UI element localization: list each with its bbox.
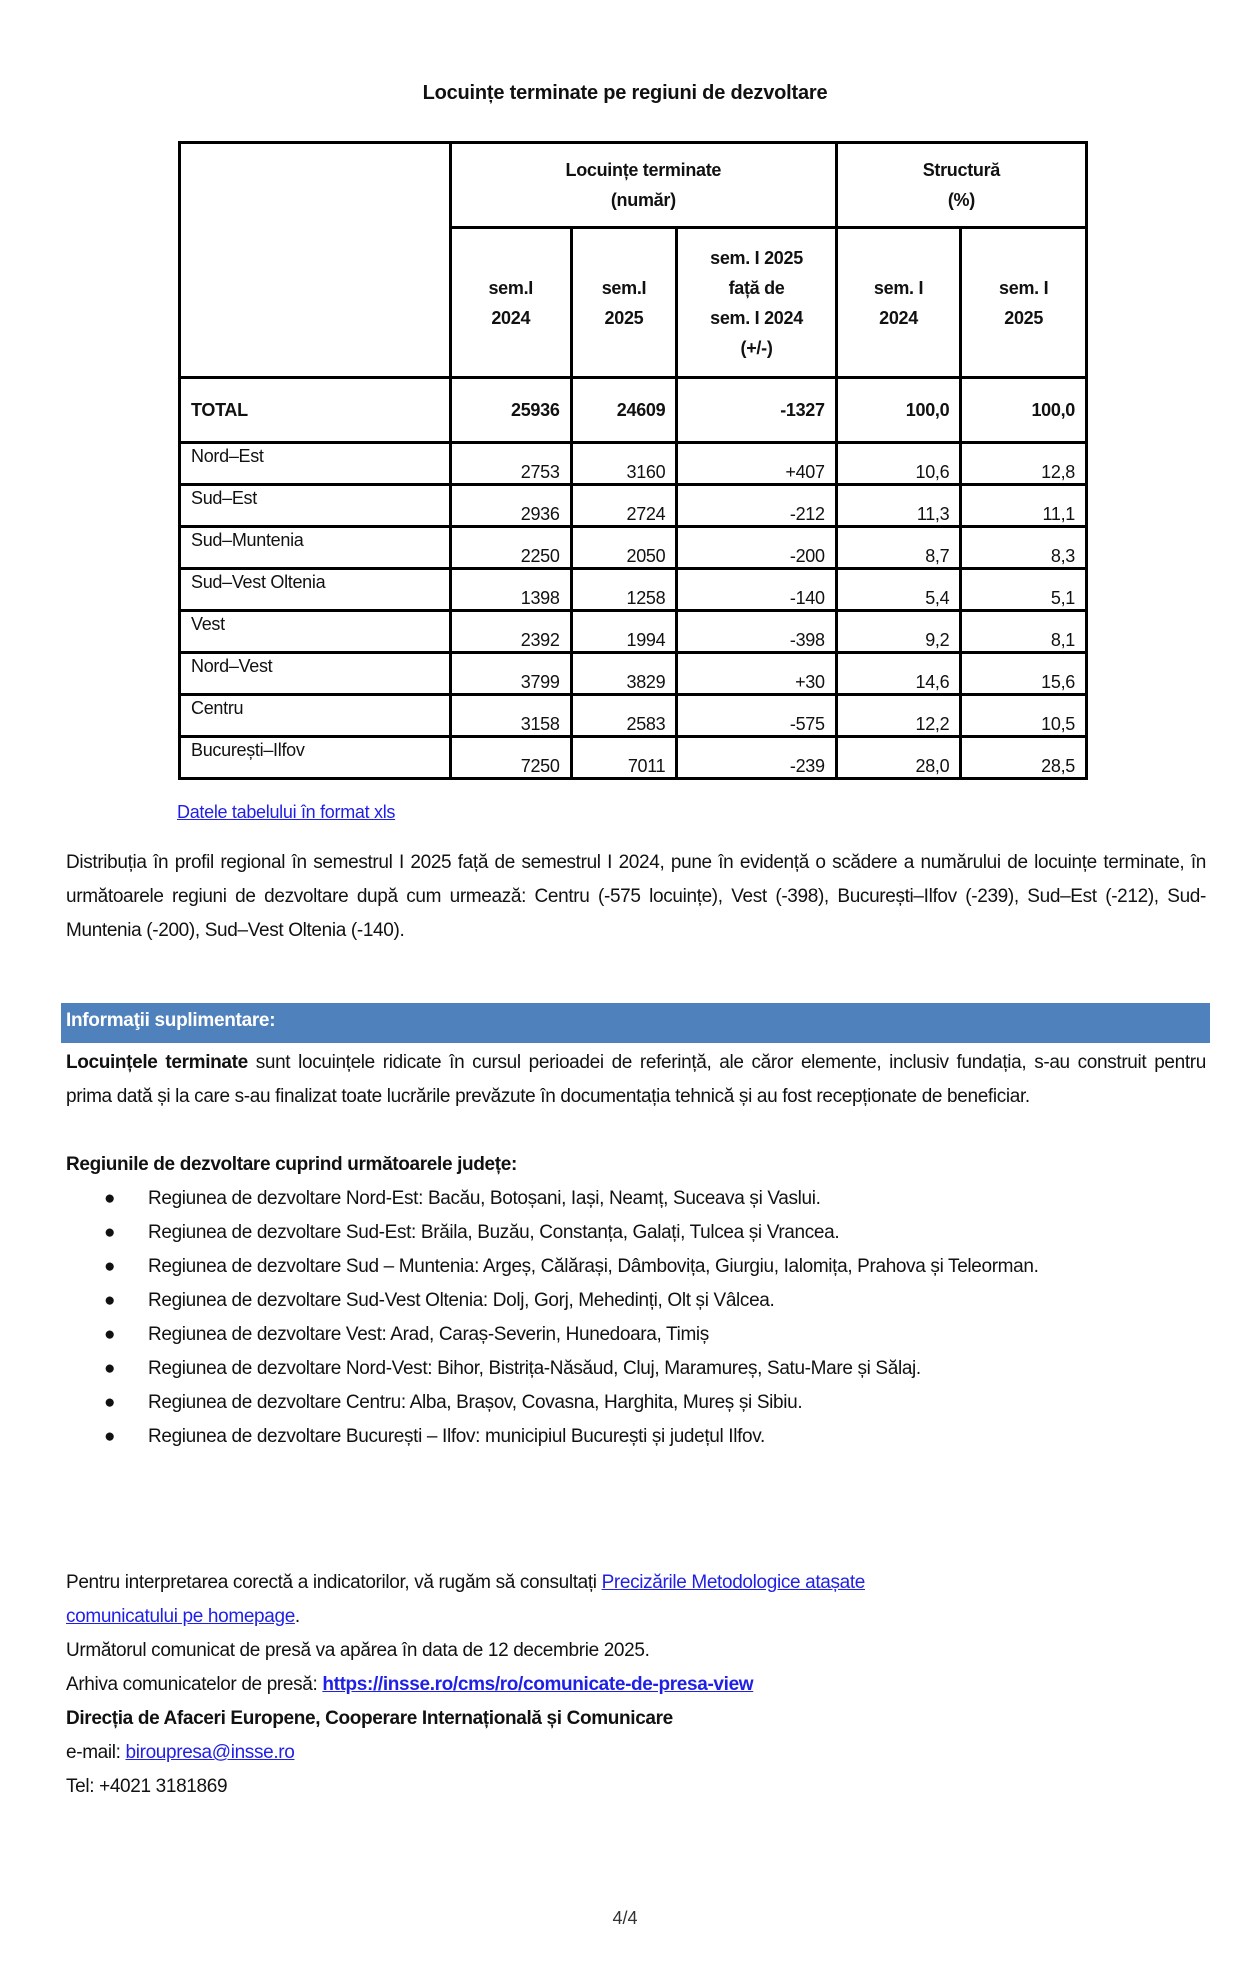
list-item: ● Regiunea de dezvoltare Sud – Muntenia: Argeș, Călărași, Dâmbovița, Giurgiu, Ialomița, Prahova și Teleorman. bbox=[0, 1250, 1160, 1284]
header-sem1-2025: sem.I 2025 bbox=[571, 228, 677, 378]
page-title: Locuințe terminate pe regiuni de dezvoltare bbox=[422, 82, 828, 104]
definition-term: Locuințele terminate bbox=[66, 1052, 248, 1073]
list-item: ● Regiunea de dezvoltare Nord-Est: Bacău, Botoșani, Iași, Neamț, Suceava și Vaslui. bbox=[0, 1182, 1160, 1216]
table-group-header-row bbox=[180, 143, 1087, 228]
table-row-total: TOTAL 25936 24609 -1327 100,0 100,0 bbox=[180, 378, 1087, 443]
list-item: ● Regiunea de dezvoltare Sud-Est: Brăila, Buzău, Constanța, Galați, Tulcea și Vrancea. bbox=[0, 1216, 1160, 1250]
methodology-link-continued[interactable]: comunicatului pe homepage bbox=[66, 1606, 295, 1627]
methodology-link[interactable]: Precizările Metodologice atașate bbox=[601, 1572, 865, 1593]
table-row: Sud–Vest Oltenia 1398 1258 -140 5,4 5,1 bbox=[180, 569, 1087, 611]
bullet-icon: ● bbox=[104, 1290, 116, 1311]
interpretation-note: Pentru interpretarea corectă a indicatorilor, vă rugăm să consultați Precizările Metodologice atașate bbox=[66, 1572, 865, 1593]
table-row: Centru 3158 2583 -575 12,2 10,5 bbox=[180, 695, 1087, 737]
contact-footer: Pentru interpretarea corectă a indicatorilor, vă rugăm să consultați Precizările Metodologice atașate comunicatului pe homepage. Următorul comunicat de presă va apărea în data de 12 decembrie 2025. Arhiva comunicatelor de presă: https://insse.ro/cms/ro/comunicate-de-presa-view Direcția de Afaceri Europene, Cooperare Internațională și Comunicare e-mail: biroupresa@insse.ro Tel: +4021 3181869 bbox=[66, 1566, 1206, 1804]
table-row: București–Ilfov 7250 7011 -239 28,0 28,5 bbox=[180, 737, 1087, 779]
bullet-icon: ● bbox=[104, 1358, 116, 1379]
table-row: Sud–Muntenia 2250 2050 -200 8,7 8,3 bbox=[180, 527, 1087, 569]
bullet-icon: ● bbox=[104, 1426, 116, 1447]
list-item: ● Regiunea de dezvoltare Sud-Vest Oltenia: Dolj, Gorj, Mehedinți, Olt și Vâlcea. bbox=[0, 1284, 1160, 1318]
regions-list bbox=[0, 1182, 1160, 1454]
xls-download-link[interactable]: Datele tabelului în format xls bbox=[177, 802, 396, 822]
regions-table bbox=[178, 141, 1088, 780]
definition-text: sunt locuințele ridicate în cursul perioadei de referință, ale căror elemente, inclusiv fundația, s-au construit pentru prima dată și la care s-au finalizat toate lucrările prevăzute în documentația tehnică și au fost recepționate de beneficiar. bbox=[66, 1052, 1206, 1107]
structure-group-header: Structură (%) bbox=[836, 143, 1086, 228]
bullet-icon: ● bbox=[104, 1222, 116, 1243]
bullet-icon: ● bbox=[104, 1188, 116, 1209]
bullet-icon: ● bbox=[104, 1256, 116, 1277]
page-number: 4/4 bbox=[612, 1908, 638, 1928]
table-row: Nord–Est 2753 3160 +407 10,6 12,8 bbox=[180, 443, 1087, 485]
count-group-header: Locuințe terminate (număr) bbox=[450, 143, 836, 228]
list-item: ● Regiunea de dezvoltare Vest: Arad, Caraș-Severin, Hunedoara, Timiș bbox=[0, 1318, 1160, 1352]
bullet-icon: ● bbox=[104, 1324, 116, 1345]
email-link[interactable]: biroupresa@insse.ro bbox=[125, 1742, 295, 1763]
bullet-icon: ● bbox=[104, 1392, 116, 1413]
phone-line: Tel: +4021 3181869 bbox=[66, 1776, 228, 1797]
definition-paragraph bbox=[66, 1046, 1206, 1114]
list-item: ● Regiunea de dezvoltare București – Ilfov: municipiul București și județul Ilfov. bbox=[0, 1420, 1160, 1454]
table-row: Vest 2392 1994 -398 9,2 8,1 bbox=[180, 611, 1087, 653]
header-diff: sem. I 2025 față de sem. I 2024 (+/-) bbox=[677, 228, 836, 378]
table-row: Nord–Vest 3799 3829 +30 14,6 15,6 bbox=[180, 653, 1087, 695]
header-pct-2025: sem. I 2025 bbox=[961, 228, 1087, 378]
archive-line: Arhiva comunicatelor de presă: https://insse.ro/cms/ro/comunicate-de-presa-view bbox=[66, 1674, 754, 1695]
list-item: ● Regiunea de dezvoltare Centru: Alba, Brașov, Covasna, Harghita, Mureș și Sibiu. bbox=[0, 1386, 1160, 1420]
department-name: Direcția de Afaceri Europene, Cooperare Internațională și Comunicare bbox=[66, 1708, 673, 1729]
empty-corner-cell bbox=[180, 143, 451, 378]
list-item: ● Regiunea de dezvoltare Nord-Vest: Bihor, Bistrița-Năsăud, Cluj, Maramureș, Satu-Mare și Sălaj. bbox=[0, 1352, 1160, 1386]
table-row: Sud–Est 2936 2724 -212 11,3 11,1 bbox=[180, 485, 1087, 527]
archive-link[interactable]: https://insse.ro/cms/ro/comunicate-de-presa-view bbox=[322, 1674, 754, 1695]
email-line: e-mail: biroupresa@insse.ro bbox=[66, 1742, 295, 1763]
summary-paragraph: Distribuția în profil regional în semestrul I 2025 față de semestrul I 2024, pune în evidență o scădere a numărului de locuințe terminate, în următoarele regiuni de dezvoltare după cum urmează: Centru (-575 locuințe), Vest (-398), București–Ilfov (-239), Sud–Est (-212), Sud-Muntenia (-200), Sud–Vest Oltenia (-140). bbox=[66, 852, 1206, 941]
info-section-title: Informaţii suplimentare: bbox=[66, 1010, 276, 1031]
header-pct-2024: sem. I 2024 bbox=[836, 228, 961, 378]
header-sem1-2024: sem.I 2024 bbox=[450, 228, 571, 378]
info-section-header bbox=[61, 1003, 1210, 1043]
next-release-note: Următorul comunicat de presă va apărea în data de 12 decembrie 2025. bbox=[66, 1640, 650, 1661]
row-label: TOTAL bbox=[180, 378, 451, 443]
regions-heading: Regiunile de dezvoltare cuprind următoarele județe: bbox=[66, 1154, 517, 1175]
